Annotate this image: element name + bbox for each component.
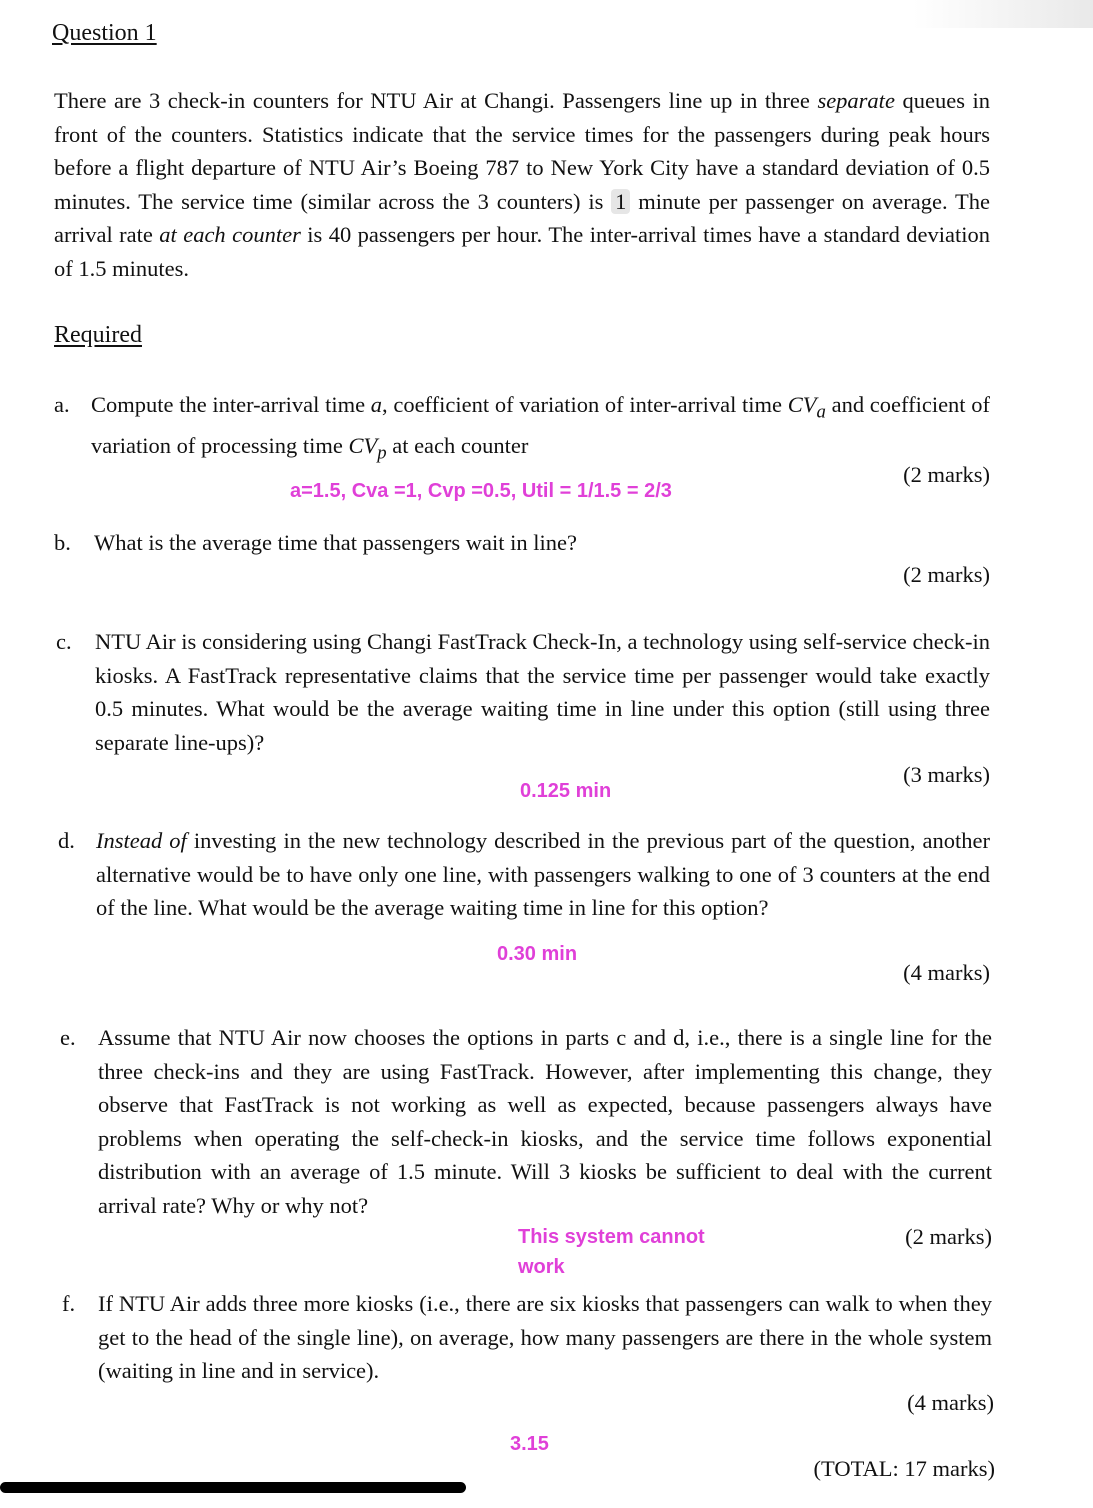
intro-paragraph: There are 3 check-in counters for NTU Air at Changi. Passengers line up in three separate queues in front of the counters. Statistics indicate that the service times for the passengers during peak hours before a flight departure of NTU Air’s Boeing 787 to New York City have a standard deviation of 0.5 minutes. The service time (similar across the 3 counters) is 1 minute per passenger on average. The arrival rate at each counter is 40 passengers per hour. The inter-arrival times have a standard deviation of 1.5 minutes. (54, 88, 990, 281)
marks-b: (2 marks) (903, 562, 990, 587)
answer-e-line1: This system cannot (518, 1226, 705, 1248)
answer-d: 0.30 min (497, 943, 578, 965)
question-letter: a. (54, 392, 70, 417)
question-a (54, 388, 990, 470)
answer-f: 3.15 (510, 1433, 549, 1455)
answer-e-line2: work (518, 1256, 565, 1278)
question-text: What is the average time that passengers wait in line? (94, 530, 577, 555)
question-letter: c. (56, 629, 72, 654)
question-c (56, 625, 990, 759)
question-f (62, 1287, 992, 1388)
total-marks: (TOTAL: 17 marks) (813, 1456, 995, 1481)
question-letter: b. (54, 530, 71, 555)
required-title: Required (54, 322, 142, 348)
question-d (58, 824, 990, 925)
marks-f: (4 marks) (907, 1390, 994, 1415)
question-letter: f. (62, 1291, 76, 1316)
marks-e: (2 marks) (905, 1224, 992, 1249)
page-edge-shadow (913, 0, 1093, 28)
question-title: Question 1 (52, 20, 157, 46)
answer-e (518, 1222, 705, 1282)
question-text: Instead of investing in the new technology described in the previous part of the question, another alternative would be to have only one line, with passengers walking to one of 3 counters at the end of the line. What would be the average waiting time in line for this option? (96, 828, 990, 920)
question-letter: d. (58, 828, 75, 853)
highlighted-value: 1 (611, 189, 630, 214)
answer-a: a=1.5, Cva =1, Cvp =0.5, Util = 1/1.5 = 2/3 (290, 480, 672, 502)
question-letter: e. (60, 1025, 76, 1050)
question-text: NTU Air is considering using Changi FastTrack Check-In, a technology using self-service check-in kiosks. A FastTrack representative claims that the service time per passenger would take exactly 0.5 minutes. What would be the average waiting time in line under this option (still using three separate line-ups)? (95, 629, 990, 755)
marks-d: (4 marks) (903, 960, 990, 985)
question-text: If NTU Air adds three more kiosks (i.e., there are six kiosks that passengers can walk to when they get to the head of the single line), on average, how many passengers are there in the whole system (waiting in line and in service). (98, 1291, 992, 1383)
question-text: Assume that NTU Air now chooses the options in parts c and d, i.e., there is a single line for the three check-ins and they are using FastTrack. However, after implementing this change, they observe that FastTrack is not working as well as expected, because passengers always have problems when operating the self-check-in kiosks, and the service time follows exponential distribution with an average of 1.5 minute. Will 3 kiosks be sufficient to deal with the current arrival rate? Why or why not? (98, 1025, 992, 1218)
question-text: Compute the inter-arrival time a, coefficient of variation of inter-arrival time $CV_a$ and coefficient of variation of processing time $CV_p$ at each counter (91, 392, 990, 464)
home-indicator-bar (0, 1482, 466, 1493)
marks-c: (3 marks) (903, 762, 990, 787)
question-e (60, 1021, 992, 1222)
answer-c: 0.125 min (520, 780, 612, 802)
marks-a: (2 marks) (903, 462, 990, 487)
question-b (54, 526, 990, 560)
